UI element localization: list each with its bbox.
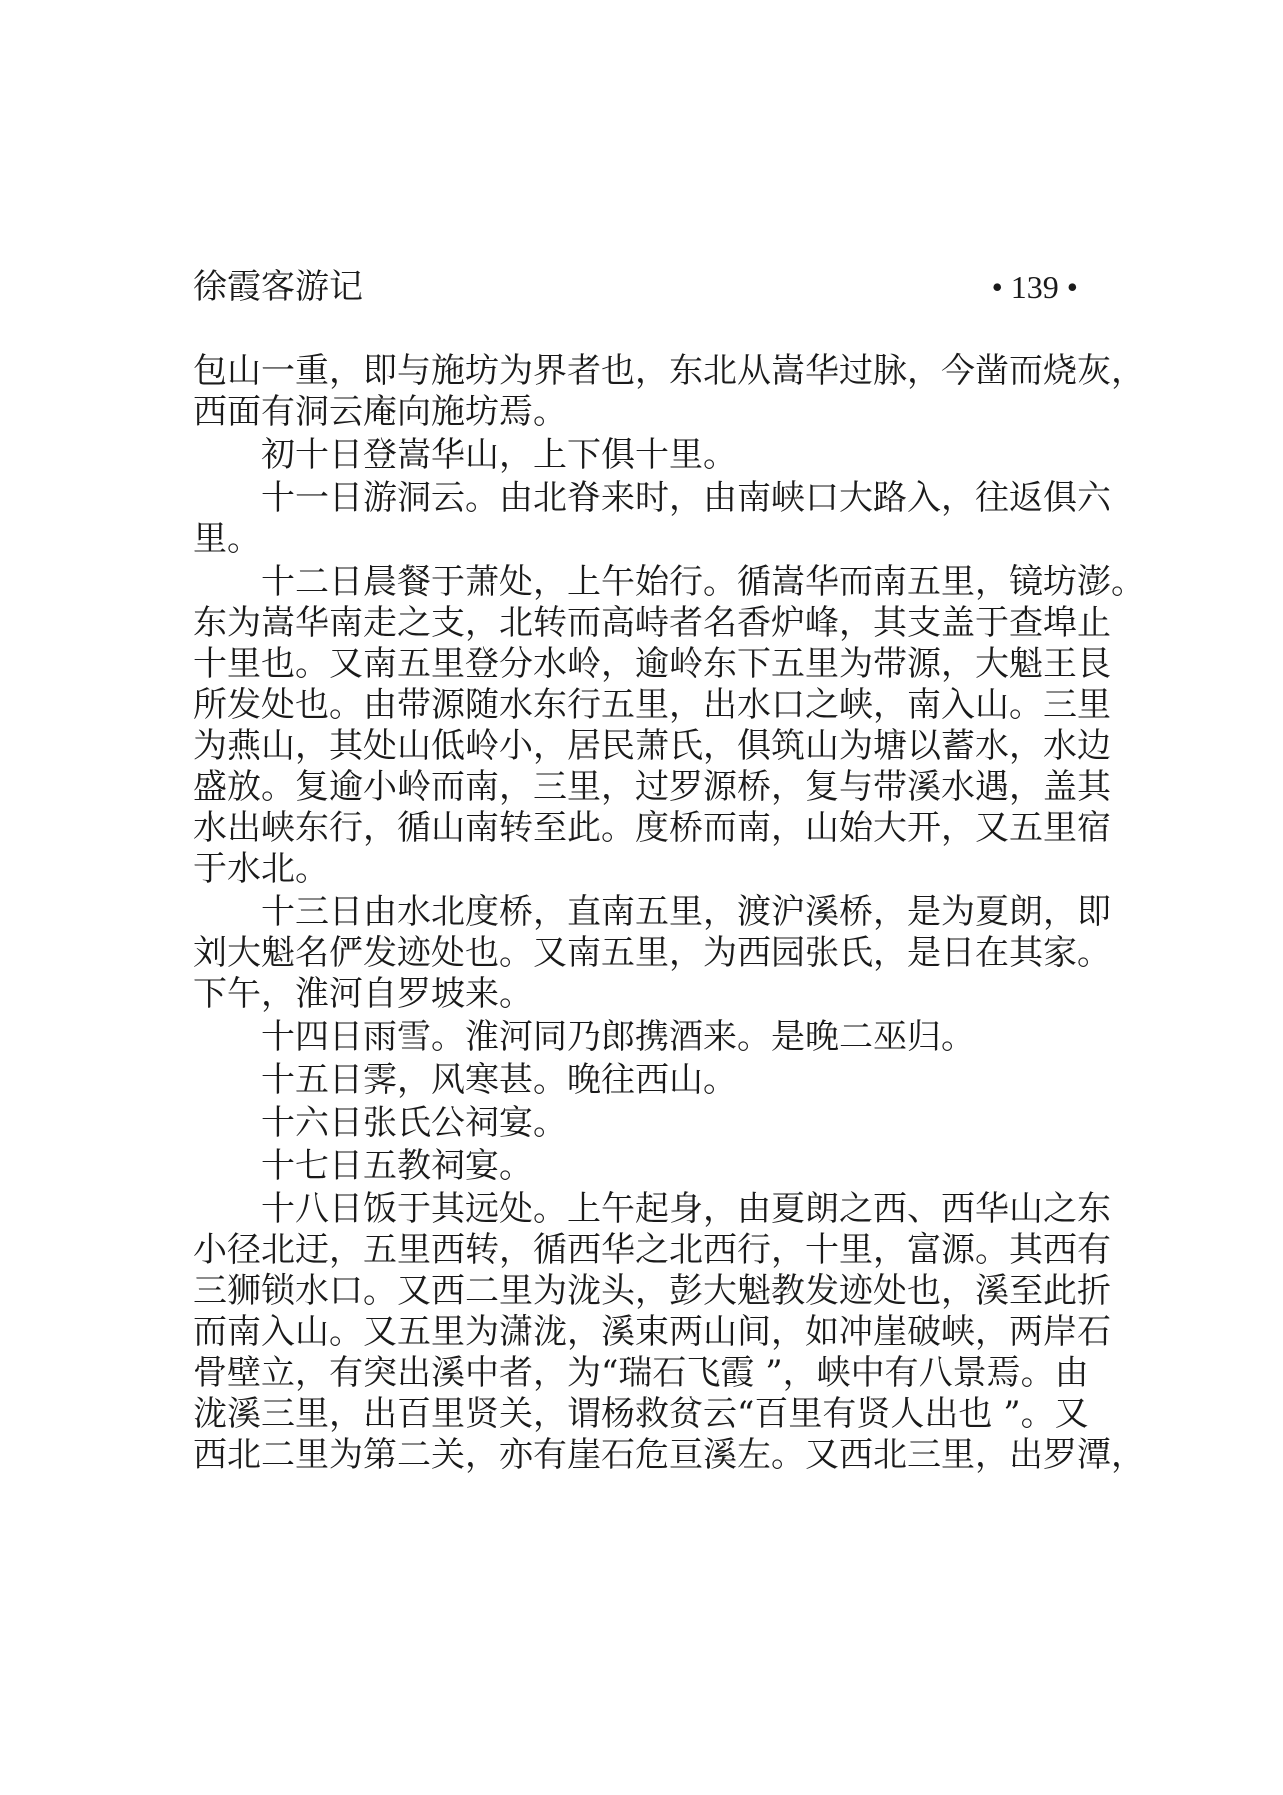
text-line: 十二日晨餐于萧处，上午始行。循嵩华而南五里，镜坊澎。 xyxy=(261,562,1145,602)
text-line: 十一日游洞云。由北脊来时，由南峡口大路入，往返俱六 xyxy=(261,478,1111,518)
text-line: 十六日张氏公祠宴。 xyxy=(261,1103,567,1143)
text-line: 而南入山。又五里为潇泷，溪束两山间，如冲崖破峡，两岸石 xyxy=(193,1312,1111,1352)
text-line: 东为嵩华南走之支，北转而高峙者名香炉峰，其支盖于查埠止 xyxy=(193,603,1111,643)
text-line: 十八日饭于其远处。上午起身，由夏朗之西、西华山之东 xyxy=(261,1189,1111,1229)
text-line: 水出峡东行，循山南转至此。度桥而南，山始大开，又五里宿 xyxy=(193,808,1111,848)
text-line: 包山一重，即与施坊为界者也，东北从嵩华过脉，今凿而烧灰， xyxy=(193,351,1145,391)
text-line: 所发处也。由带源随水东行五里，出水口之峡，南入山。三里 xyxy=(193,685,1111,725)
text-line: 为燕山，其处山低岭小，居民萧氏，俱筑山为塘以蓄水，水边 xyxy=(193,726,1111,766)
text-line: 初十日登嵩华山，上下俱十里。 xyxy=(261,435,737,475)
text-line: 刘大魁名俨发迹处也。又南五里，为西园张氏，是日在其家。 xyxy=(193,933,1111,973)
running-head xyxy=(193,265,1078,309)
text-line: 三狮锁水口。又西二里为泷头，彭大魁教发迹处也，溪至此折 xyxy=(193,1271,1111,1311)
text-line: 盛放。复逾小岭而南，三里，过罗源桥，复与带溪水遇，盖其 xyxy=(193,767,1111,807)
body-text xyxy=(193,351,1145,1476)
text-line: 西北二里为第二关，亦有崖石危亘溪左。又西北三里，出罗潭， xyxy=(193,1435,1145,1475)
text-line: 泷溪三里，出百里贤关，谓杨救贫云“百里有贤人出也 ”。又 xyxy=(193,1394,1089,1434)
book-title: 徐霞客游记 xyxy=(193,267,363,307)
text-line: 十七日五教祠宴。 xyxy=(261,1146,533,1186)
text-line: 里。 xyxy=(193,519,261,559)
text-line: 十四日雨雪。淮河同乃郎携酒来。是晚二巫归。 xyxy=(261,1017,975,1057)
text-line: 下午，淮河自罗坡来。 xyxy=(193,974,533,1014)
text-line: 十三日由水北度桥，直南五里，渡沪溪桥，是为夏朗，即 xyxy=(261,892,1111,932)
text-line: 小径北迂，五里西转，循西华之北西行，十里，富源。其西有 xyxy=(193,1230,1111,1270)
page-number: • 139 • xyxy=(991,269,1078,305)
text-line: 十里也。又南五里登分水岭，逾岭东下五里为带源，大魁王艮 xyxy=(193,644,1111,684)
text-line: 西面有洞云庵向施坊焉。 xyxy=(193,392,567,432)
text-line: 于水北。 xyxy=(193,849,329,889)
text-line: 骨壁立，有突出溪中者，为“瑞石飞霞 ”，峡中有八景焉。由 xyxy=(193,1353,1089,1393)
text-line: 十五日霁，风寒甚。晚往西山。 xyxy=(261,1060,737,1100)
